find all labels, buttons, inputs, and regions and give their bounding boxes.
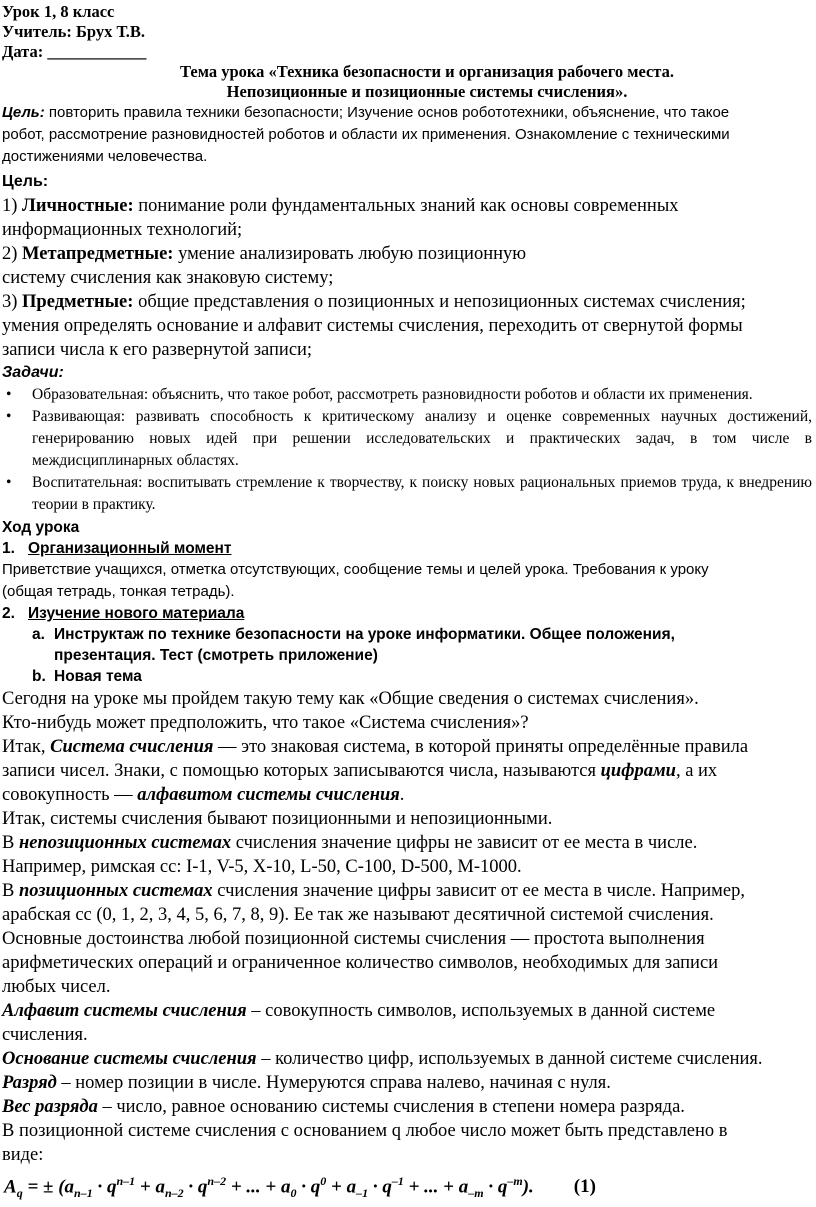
formula-part: a <box>346 1176 357 1198</box>
goal-3-text-3: записи числа к его развернутой записи; <box>2 340 313 360</box>
tasks-block <box>2 362 812 516</box>
formula-part: + ... + <box>226 1176 282 1198</box>
term-number-system: Система счисления <box>50 737 214 757</box>
section-1-text-2: (общая тетрадь, тонкая тетрадь). <box>2 583 235 600</box>
formula-part: n–1 <box>116 1174 136 1188</box>
goal-3-number: 3) <box>2 292 23 312</box>
subitem-a-mark: a. <box>32 626 45 643</box>
task-text: Образовательная: объяснить, что такое робот, рассмотреть разновидности роботов и области их применения. <box>32 386 753 403</box>
subitem-a-text-2: презентация. Тест (смотреть приложение) <box>54 647 378 664</box>
formula-part: q <box>16 1186 23 1201</box>
expansion-formula <box>2 1167 812 1207</box>
date-label: Дата: ____________ <box>2 42 147 61</box>
formula-part: –1 <box>391 1174 404 1188</box>
formula-part: n–1 <box>74 1186 93 1201</box>
body-text: В <box>2 881 19 901</box>
goal-2-number: 2) <box>2 244 23 264</box>
body-line: счисления. <box>2 1025 88 1045</box>
formula-part: · q <box>296 1176 321 1198</box>
lesson-label: Урок 1, 8 класс <box>2 2 115 21</box>
section-1-title: Организационный момент <box>28 540 232 557</box>
body-line: В позиционной системе счисления с основанием q любое число может быть представлено в <box>2 1121 728 1141</box>
term-positional: позиционных системах <box>18 881 213 901</box>
body-text: В <box>2 833 19 853</box>
subitem-a-text-1: Инструктаж по технике безопасности на уроке информатики. Общее положения, <box>54 626 675 643</box>
subitem-b-mark: b. <box>32 668 46 685</box>
body-line: любых чисел. <box>2 977 111 997</box>
body-text: , а их <box>675 761 718 781</box>
goal-2-text-2: систему счисления как знаковую систему; <box>2 268 334 288</box>
term-digits: цифрами <box>600 761 676 781</box>
subitem-b-text: Новая тема <box>54 668 142 685</box>
bullet-icon: • <box>6 474 12 491</box>
section-1-number: 1. <box>2 540 15 557</box>
title-line-2: Непозиционные и позиционные системы счисления». <box>226 82 628 101</box>
formula-part: –m <box>468 1186 484 1201</box>
formula-part: · q <box>483 1176 508 1198</box>
bullet-icon: • <box>6 408 12 425</box>
formula-number: (1) <box>573 1176 596 1198</box>
body-text: – совокупность символов, используемых в данной системе <box>246 1001 716 1021</box>
formula-part: ). <box>522 1176 534 1198</box>
goal-2-label: Метапредметные: <box>22 244 174 264</box>
body-text: счисления значение цифры зависит от ее места в числе. Например, <box>212 881 745 901</box>
body-text: – количество цифр, используемых в данной системе счисления. <box>256 1049 763 1069</box>
course-label: Ход урока <box>2 519 80 536</box>
lesson-header <box>2 2 812 62</box>
body-line: виде: <box>2 1145 44 1165</box>
term-place-weight-def: Вес разряда <box>2 1097 98 1117</box>
formula-part: a <box>458 1176 469 1198</box>
formula-part: –m <box>507 1174 523 1188</box>
tasks-label: Задачи: <box>2 364 64 381</box>
goal-text-2: робот, рассмотрение разновидностей роботов и области их применения. Ознакомление с техническими <box>2 126 730 143</box>
term-alphabet: алфавитом системы счисления <box>137 785 400 805</box>
lesson-body <box>2 687 812 1167</box>
formula-part: = ± ( <box>22 1176 65 1198</box>
section-2-number: 2. <box>2 605 15 622</box>
list-item <box>2 406 812 472</box>
goal-3-text-1: общие представления о позиционных и непозиционных системах счисления; <box>133 292 746 312</box>
body-text: записи чисел. Знаки, с помощью которых записываются числа, называются <box>2 761 601 781</box>
formula-part: 0 <box>290 1186 297 1201</box>
term-alphabet-def: Алфавит системы счисления <box>2 1001 247 1021</box>
formula-part: + <box>135 1176 156 1198</box>
body-line: Например, римская сс: I-1, V-5, X-10, L-50, C-100, D-500, M-1000. <box>2 857 522 877</box>
body-line: Основные достоинства любой позиционной системы счисления — простота выполнения <box>2 929 705 949</box>
goal-2-text-1: умение анализировать любую позиционную <box>173 244 527 264</box>
formula-part: a <box>281 1176 291 1198</box>
goals-label: Цель: <box>2 173 49 190</box>
goal-label: Цель: <box>2 104 45 121</box>
term-nonpositional: непозиционных системах <box>18 833 232 853</box>
formula-part: + <box>326 1176 347 1198</box>
body-text: . <box>399 785 405 805</box>
lesson-title <box>2 62 812 102</box>
formula-part: n–2 <box>164 1186 184 1201</box>
body-text: – число, равное основанию системы счисления в степени номера разряда. <box>97 1097 685 1117</box>
formula-part: a <box>64 1176 75 1198</box>
course-block <box>2 517 812 687</box>
title-line-1: Тема урока «Техника безопасности и организация рабочего места. <box>180 62 674 81</box>
body-text: – номер позиции в числе. Нумеруются справа налево, начиная с нуля. <box>56 1073 611 1093</box>
formula-part: a <box>155 1176 165 1198</box>
section-1-text-1: Приветствие учащихся, отметка отсутствующих, сообщение темы и целей урока. Требования к уроку <box>2 561 709 578</box>
list-item <box>2 472 812 516</box>
body-line: арабская сс (0, 1, 2, 3, 4, 5, 6, 7, 8, 9). Ее так же называют десятичной системой счисления. <box>2 905 714 925</box>
task-text: Воспитательная: воспитывать стремление к творчеству, к поиску новых рациональных приемов труда, к внедрению теории в практику. <box>32 474 812 513</box>
formula-part: · q <box>92 1176 117 1198</box>
formula-part: · q <box>183 1176 208 1198</box>
formula-part: –1 <box>356 1186 369 1201</box>
tasks-list <box>2 384 812 516</box>
body-line: Сегодня на уроке мы пройдем такую тему как «Общие сведения о системах счисления». <box>2 689 699 709</box>
bullet-icon: • <box>6 386 12 403</box>
formula-part: + ... + <box>403 1176 459 1198</box>
task-text: Развивающая: развивать способность к критическому анализу и оценке современных научных достижений, генерированию новых идей при решении исследовательских и практических задач, в том числе в междисциплинарных областях. <box>32 408 812 469</box>
goal-3-label: Предметные: <box>22 292 134 312</box>
goal-1-text-2: информационных технологий; <box>2 220 243 240</box>
goal-text-3: достижениями человечества. <box>2 148 208 165</box>
section-2-title: Изучение нового материала <box>28 605 245 622</box>
formula-part: · q <box>368 1176 392 1198</box>
goal-1-text-1: понимание роли фундаментальных знаний как основы современных <box>133 196 679 216</box>
term-digit-place-def: Разряд <box>2 1073 57 1093</box>
body-text: Итак, <box>2 737 51 757</box>
formula-part: A <box>4 1176 17 1198</box>
list-item <box>2 384 812 406</box>
formula-part: n–2 <box>207 1174 227 1188</box>
teacher-label: Учитель: Брух Т.В. <box>2 22 146 41</box>
body-text: счисления значение цифры не зависит от ее места в числе. <box>231 833 698 853</box>
body-line: Кто-нибудь может предположить, что такое «Система счисления»? <box>2 713 529 733</box>
goal-3-text-2: умения определять основание и алфавит системы счисления, переходить от свернутой формы <box>2 316 743 336</box>
body-line: арифметических операций и ограниченное количество символов, необходимых для записи <box>2 953 719 973</box>
goal-1-number: 1) <box>2 196 23 216</box>
body-text: совокупность — <box>2 785 138 805</box>
goals-block <box>2 170 812 362</box>
goal-1-label: Личностные: <box>22 196 134 216</box>
goal-block <box>2 102 812 168</box>
goal-text-1: повторить правила техники безопасности; Изучение основ робототехники, объяснение, что такое <box>44 104 730 121</box>
body-text: — это знаковая система, в которой приняты определённые правила <box>213 737 749 757</box>
term-base-def: Основание системы счисления <box>2 1049 257 1069</box>
formula-part: 0 <box>320 1174 327 1188</box>
body-line: Итак, системы счисления бывают позиционными и непозиционными. <box>2 809 553 829</box>
